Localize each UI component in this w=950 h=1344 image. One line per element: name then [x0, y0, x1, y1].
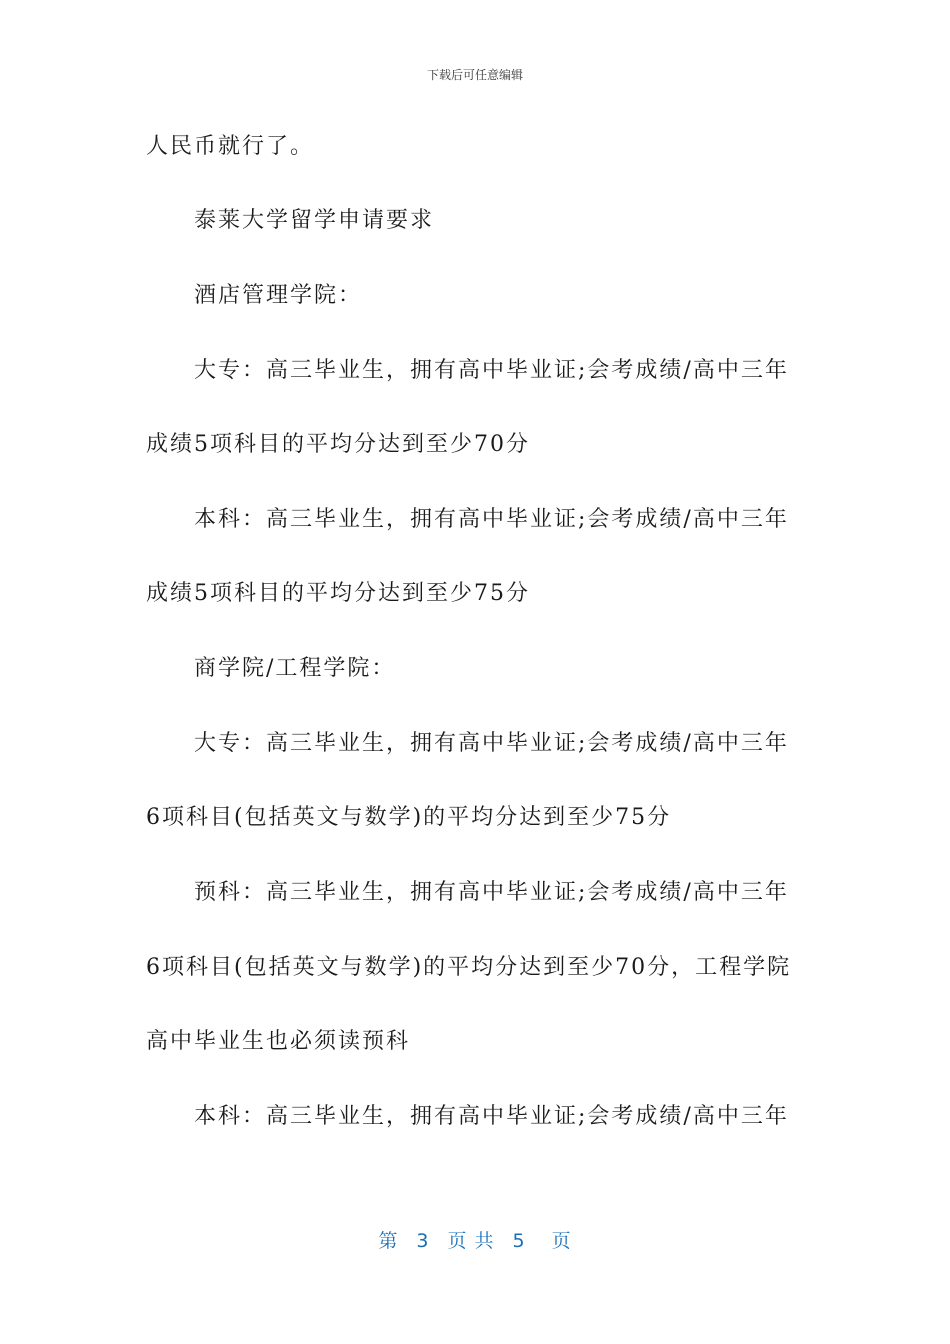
paragraph-line: 大专：高三毕业生，拥有高中毕业证;会考成绩/高中三年	[194, 731, 789, 756]
paragraph-line: 大专：高三毕业生，拥有高中毕业证;会考成绩/高中三年	[194, 358, 789, 383]
footer-middle: 页 共	[447, 1230, 495, 1252]
paragraph-line: 本科：高三毕业生，拥有高中毕业证;会考成绩/高中三年	[194, 1104, 789, 1129]
subsection-heading: 商学院/工程学院：	[194, 656, 396, 681]
paragraph-line: 人民币就行了。	[146, 134, 315, 159]
section-heading: 泰莱大学留学申请要求	[194, 208, 435, 233]
footer-prefix: 第	[378, 1230, 399, 1252]
paragraph-line: 成绩5项科目的平均分达到至少75分	[146, 581, 530, 606]
header-note: 下载后可任意编辑	[426, 68, 523, 82]
paragraph-line: 本科：高三毕业生，拥有高中毕业证;会考成绩/高中三年	[194, 507, 789, 532]
total-pages-number: 5	[512, 1230, 526, 1252]
page-number-footer	[0, 1226, 950, 1253]
paragraph-line: 高中毕业生也必须读预科	[146, 1029, 411, 1054]
paragraph-line: 6项科目(包括英文与数学)的平均分达到至少75分	[146, 805, 672, 830]
paragraph-line: 预科：高三毕业生，拥有高中毕业证;会考成绩/高中三年	[194, 880, 789, 905]
current-page-number: 3	[416, 1230, 430, 1252]
paragraph-line: 成绩5项科目的平均分达到至少70分	[146, 432, 530, 457]
subsection-heading: 酒店管理学院：	[194, 283, 363, 308]
footer-suffix: 页	[551, 1230, 572, 1252]
paragraph-line: 6项科目(包括英文与数学)的平均分达到至少70分，工程学院	[146, 955, 792, 980]
